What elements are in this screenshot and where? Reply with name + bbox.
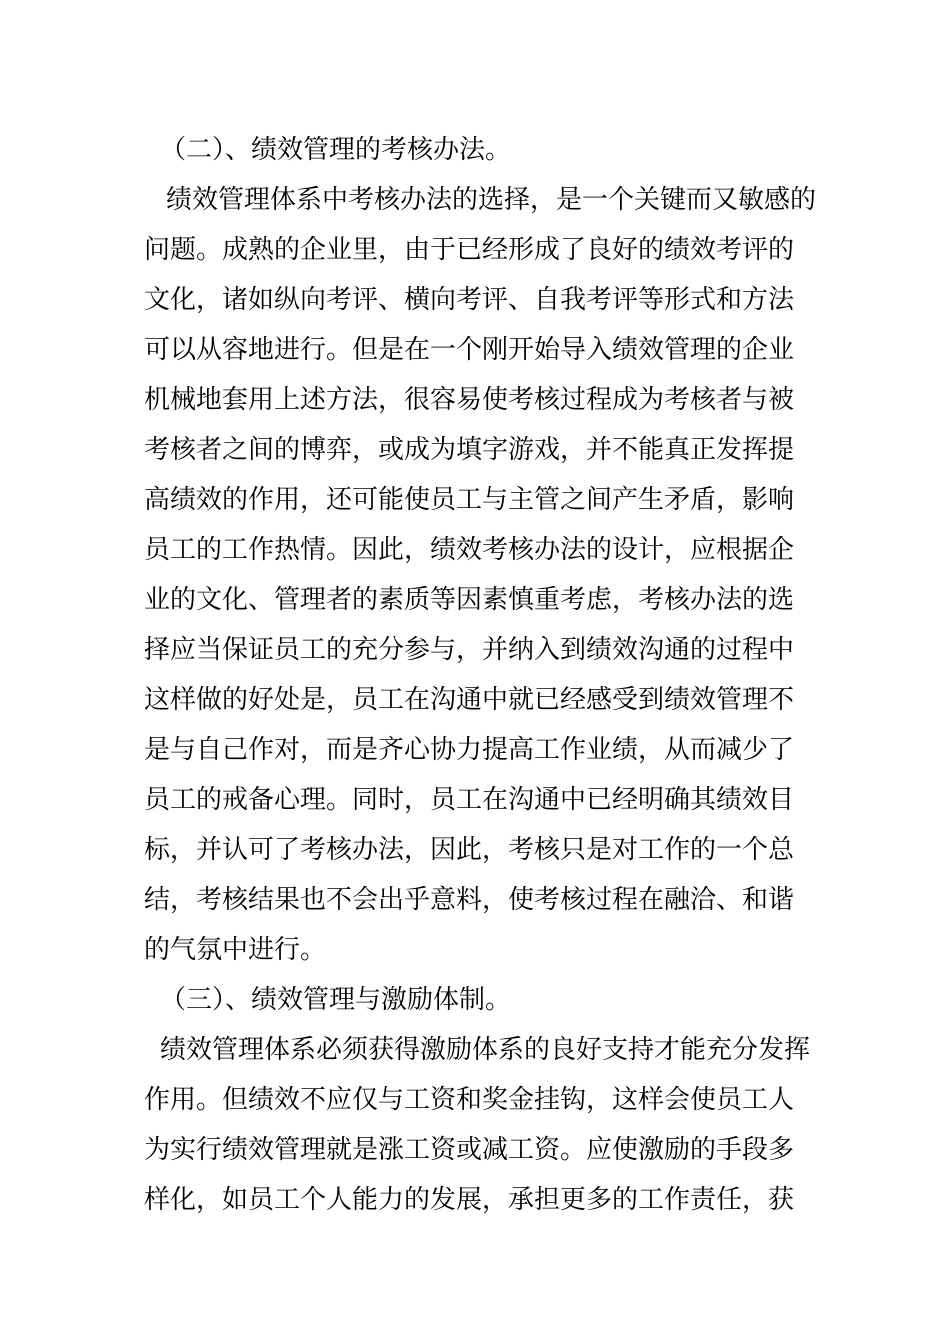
paragraph-line: 择应当保证员工的充分参与，并纳入到绩效沟通的过程中 bbox=[144, 635, 795, 665]
paragraph-line: 问题。成熟的企业里，由于已经形成了良好的绩效考评的 bbox=[144, 235, 795, 265]
paragraph-line: 文化，诸如纵向考评、横向考评、自我考评等形式和方法 bbox=[144, 285, 795, 315]
paragraph-line: 作用。但绩效不应仅与工资和奖金挂钩，这样会使员工人 bbox=[144, 1085, 795, 1115]
paragraph-line: 样化，如员工个人能力的发展，承担更多的工作责任，获 bbox=[144, 1185, 795, 1215]
paragraph-line: 员工的工作热情。因此，绩效考核办法的设计，应根据企 bbox=[144, 535, 795, 565]
section-heading-3: （三）、绩效管理与激励体制。 bbox=[160, 985, 512, 1015]
paragraph-line: 结，考核结果也不会出乎意料，使考核过程在融洽、和谐 bbox=[144, 885, 795, 915]
paragraph-line: 这样做的好处是，员工在沟通中就已经感受到绩效管理不 bbox=[144, 685, 795, 715]
paragraph-line: 绩效管理体系中考核办法的选择，是一个关键而又敏感的 bbox=[166, 185, 817, 215]
paragraph-line: 绩效管理体系必须获得激励体系的良好支持才能充分发挥 bbox=[160, 1035, 811, 1065]
paragraph-line: 可以从容地进行。但是在一个刚开始导入绩效管理的企业 bbox=[144, 335, 795, 365]
paragraph-line: 考核者之间的博弈，或成为填字游戏，并不能真正发挥提 bbox=[144, 435, 795, 465]
paragraph-line: 标，并认可了考核办法，因此，考核只是对工作的一个总 bbox=[144, 835, 795, 865]
paragraph-line: 业的文化、管理者的素质等因素慎重考虑，考核办法的选 bbox=[144, 585, 795, 615]
paragraph-line: 员工的戒备心理。同时，员工在沟通中已经明确其绩效目 bbox=[144, 785, 795, 815]
paragraph-line: 是与自己作对，而是齐心协力提高工作业绩，从而减少了 bbox=[144, 735, 795, 765]
paragraph-line: 的气氛中进行。 bbox=[144, 935, 327, 965]
section-heading-2: （二）、绩效管理的考核办法。 bbox=[160, 135, 512, 165]
paragraph-line: 机械地套用上述方法，很容易使考核过程成为考核者与被 bbox=[144, 385, 795, 415]
paragraph-line: 高绩效的作用，还可能使员工与主管之间产生矛盾，影响 bbox=[144, 485, 795, 515]
paragraph-line: 为实行绩效管理就是涨工资或减工资。应使激励的手段多 bbox=[144, 1135, 795, 1165]
